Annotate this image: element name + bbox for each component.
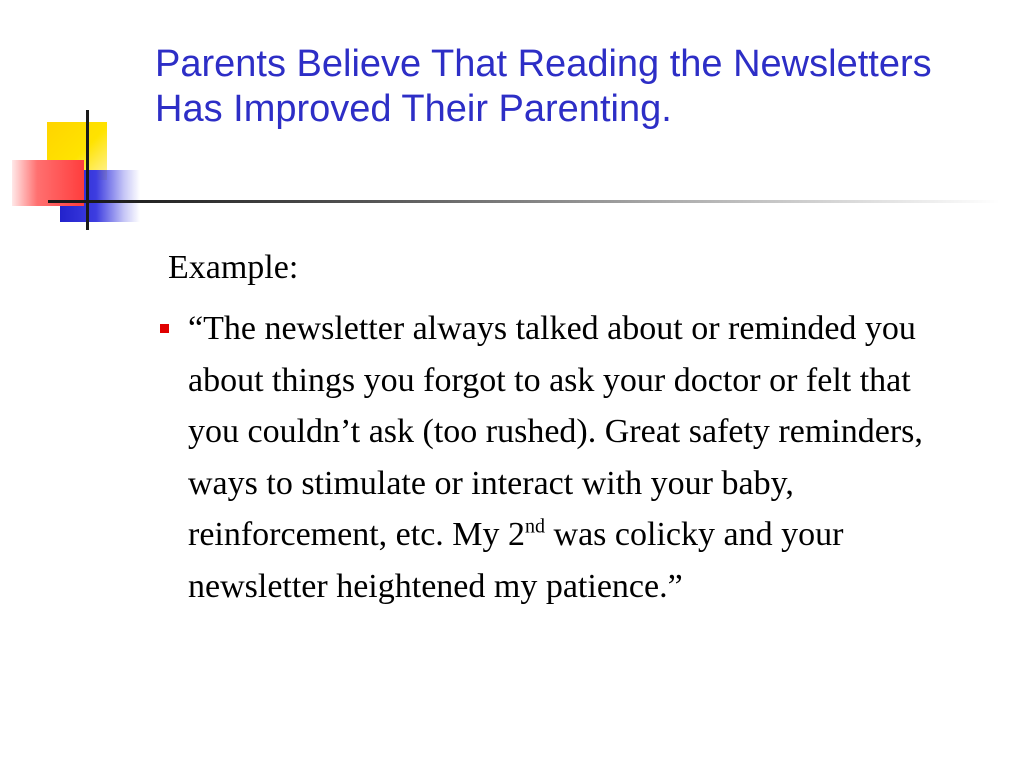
ordinal-superscript: nd (525, 515, 546, 538)
slide-title: Parents Believe That Reading the Newsletters Has Improved Their Parenting. (155, 43, 932, 130)
bullet-quote-text (188, 303, 968, 612)
decorative-logo-icon (0, 0, 150, 240)
quote-text-part-2: was colicky and your newsletter heightened my patience.” (188, 516, 844, 605)
slide-body (160, 245, 980, 612)
quote-text-part-1: “The newsletter always talked about or reminded you about things you forgot to ask your doctor or felt that you couldn’t ask (too rushed). Great safety reminders, ways to stimulate or interact with your baby, reinforcement, etc. My 2 (188, 310, 923, 553)
vertical-line-shape (86, 110, 89, 230)
title-underline-rule (100, 200, 1000, 203)
example-label: Example: (168, 249, 299, 286)
bullet-item (160, 303, 980, 612)
square-bullet-icon (160, 324, 169, 333)
